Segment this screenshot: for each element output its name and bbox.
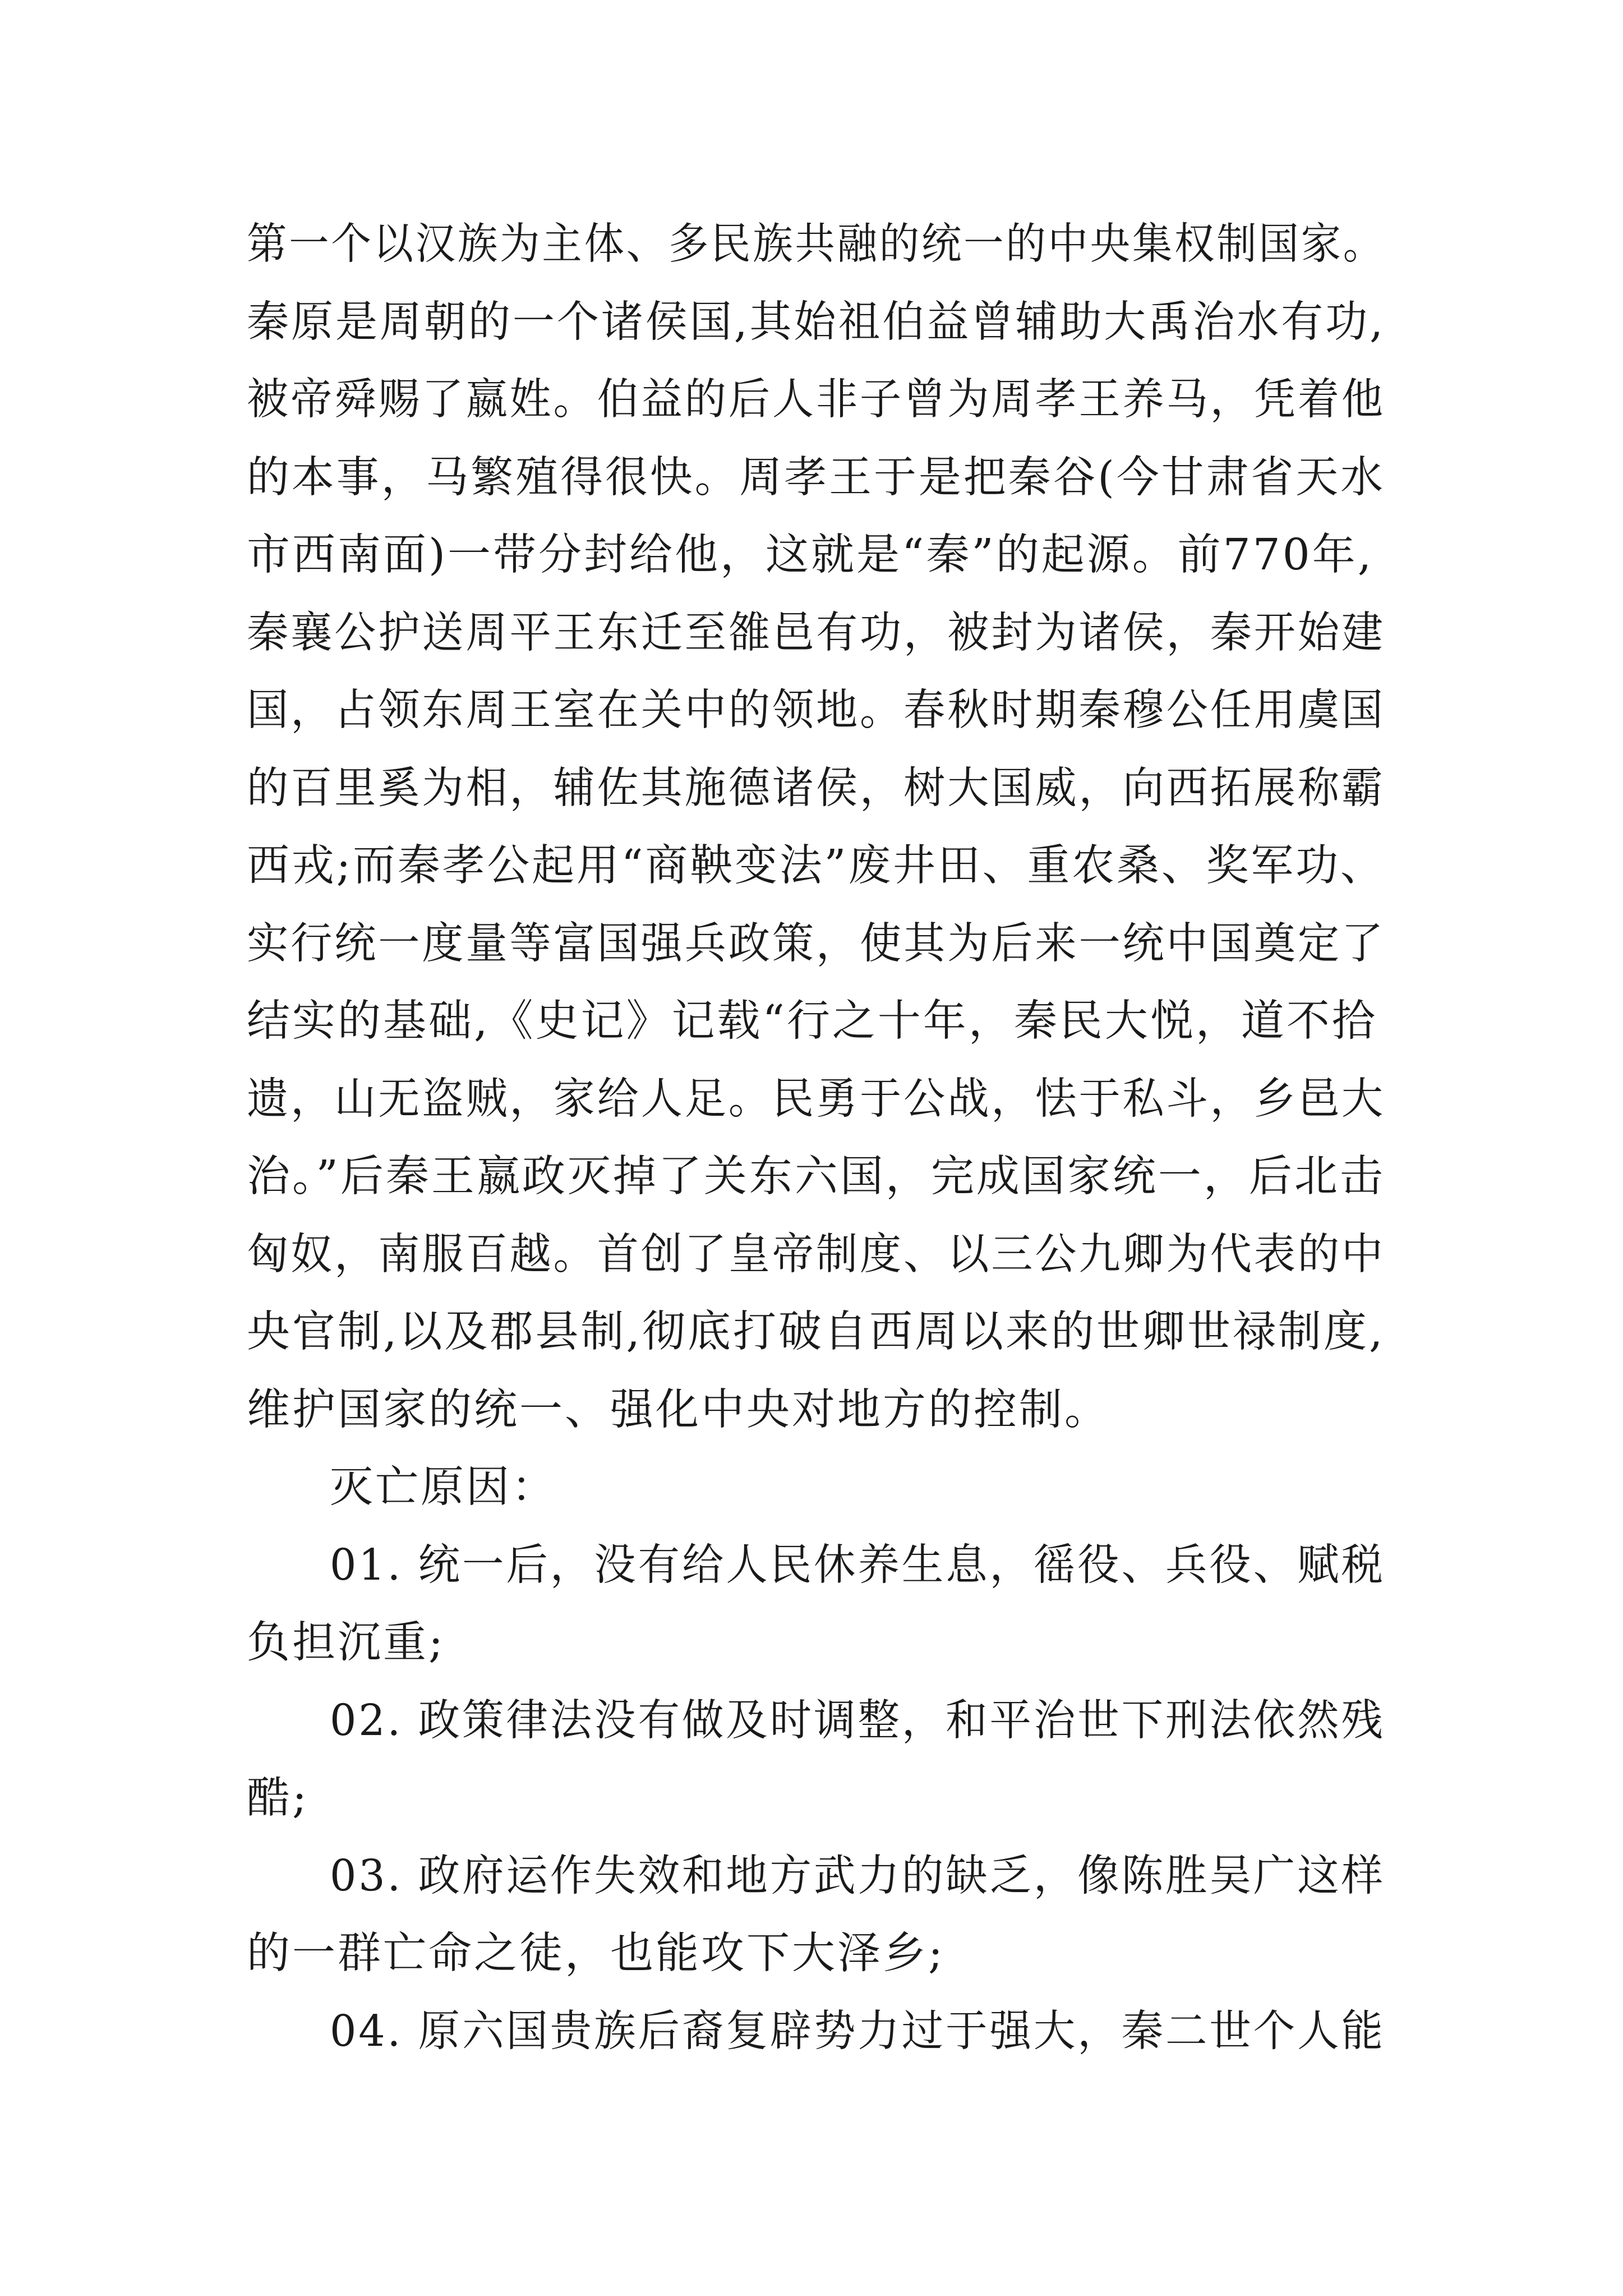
section-heading: 灭亡原因： <box>330 1462 557 1512</box>
text-line: 的一群亡命之徒，也能攻下大泽乡; <box>247 1929 945 1978</box>
text-line: 秦原是周朝的一个诸侯国,其始祖伯益曾辅助大禹治水有功, <box>247 297 1385 347</box>
text-line: 结实的基础,《史记》记载“行之十年，秦民大悦，道不拾 <box>247 996 1377 1046</box>
text-line: 的本事，马繁殖得很快。周孝王于是把秦谷(今甘肃省天水 <box>247 453 1386 503</box>
text-line: 遗，山无盗贼，家给人足。民勇于公战，怯于私斗，乡邑大 <box>247 1074 1385 1124</box>
text-line: 国，占领东周王室在关中的领地。春秋时期秦穆公任用虞国 <box>247 685 1385 735</box>
list-item: 02. 政策律法没有做及时调整，和平治世下刑法依然残 <box>330 1696 1385 1746</box>
list-item: 04. 原六国贵族后裔复辟势力过于强大，秦二世个人能 <box>330 2007 1385 2056</box>
text-line: 被帝舜赐了嬴姓。伯益的后人非子曾为周孝王养马，凭着他 <box>247 375 1385 425</box>
text-line: 负担沉重; <box>247 1618 445 1668</box>
text-line: 实行统一度量等富国强兵政策，使其为后来一统中国奠定了 <box>247 919 1385 969</box>
list-item: 03. 政府运作失效和地方武力的缺乏，像陈胜吴广这样 <box>330 1851 1385 1901</box>
text-line: 央官制,以及郡县制,彻底打破自西周以来的世卿世禄制度, <box>247 1307 1385 1357</box>
text-line: 酷; <box>247 1773 309 1823</box>
text-line: 第一个以汉族为主体、多民族共融的统一的中央集权制国家。 <box>247 219 1385 269</box>
text-line: 市西南面)一带分封给他，这就是“秦”的起源。前770年, <box>247 530 1374 580</box>
text-line: 维护国家的统一、强化中央对地方的控制。 <box>247 1385 1110 1435</box>
text-line: 匈奴，南服百越。首创了皇帝制度、以三公九卿为代表的中 <box>247 1230 1385 1280</box>
text-line: 治。”后秦王嬴政灭掉了关东六国，完成国家统一，后北击 <box>247 1152 1385 1202</box>
text-line: 秦襄公护送周平王东迁至雒邑有功，被封为诸侯，秦开始建 <box>247 608 1385 658</box>
text-line: 西戎;而秦孝公起用“商鞅变法”废井田、重农桑、奖军功、 <box>247 841 1385 891</box>
list-item: 01. 统一后，没有给人民休养生息，徭役、兵役、赋税 <box>330 1540 1385 1590</box>
text-line: 的百里奚为相，辅佐其施德诸侯，树大国威，向西拓展称霸 <box>247 763 1385 813</box>
